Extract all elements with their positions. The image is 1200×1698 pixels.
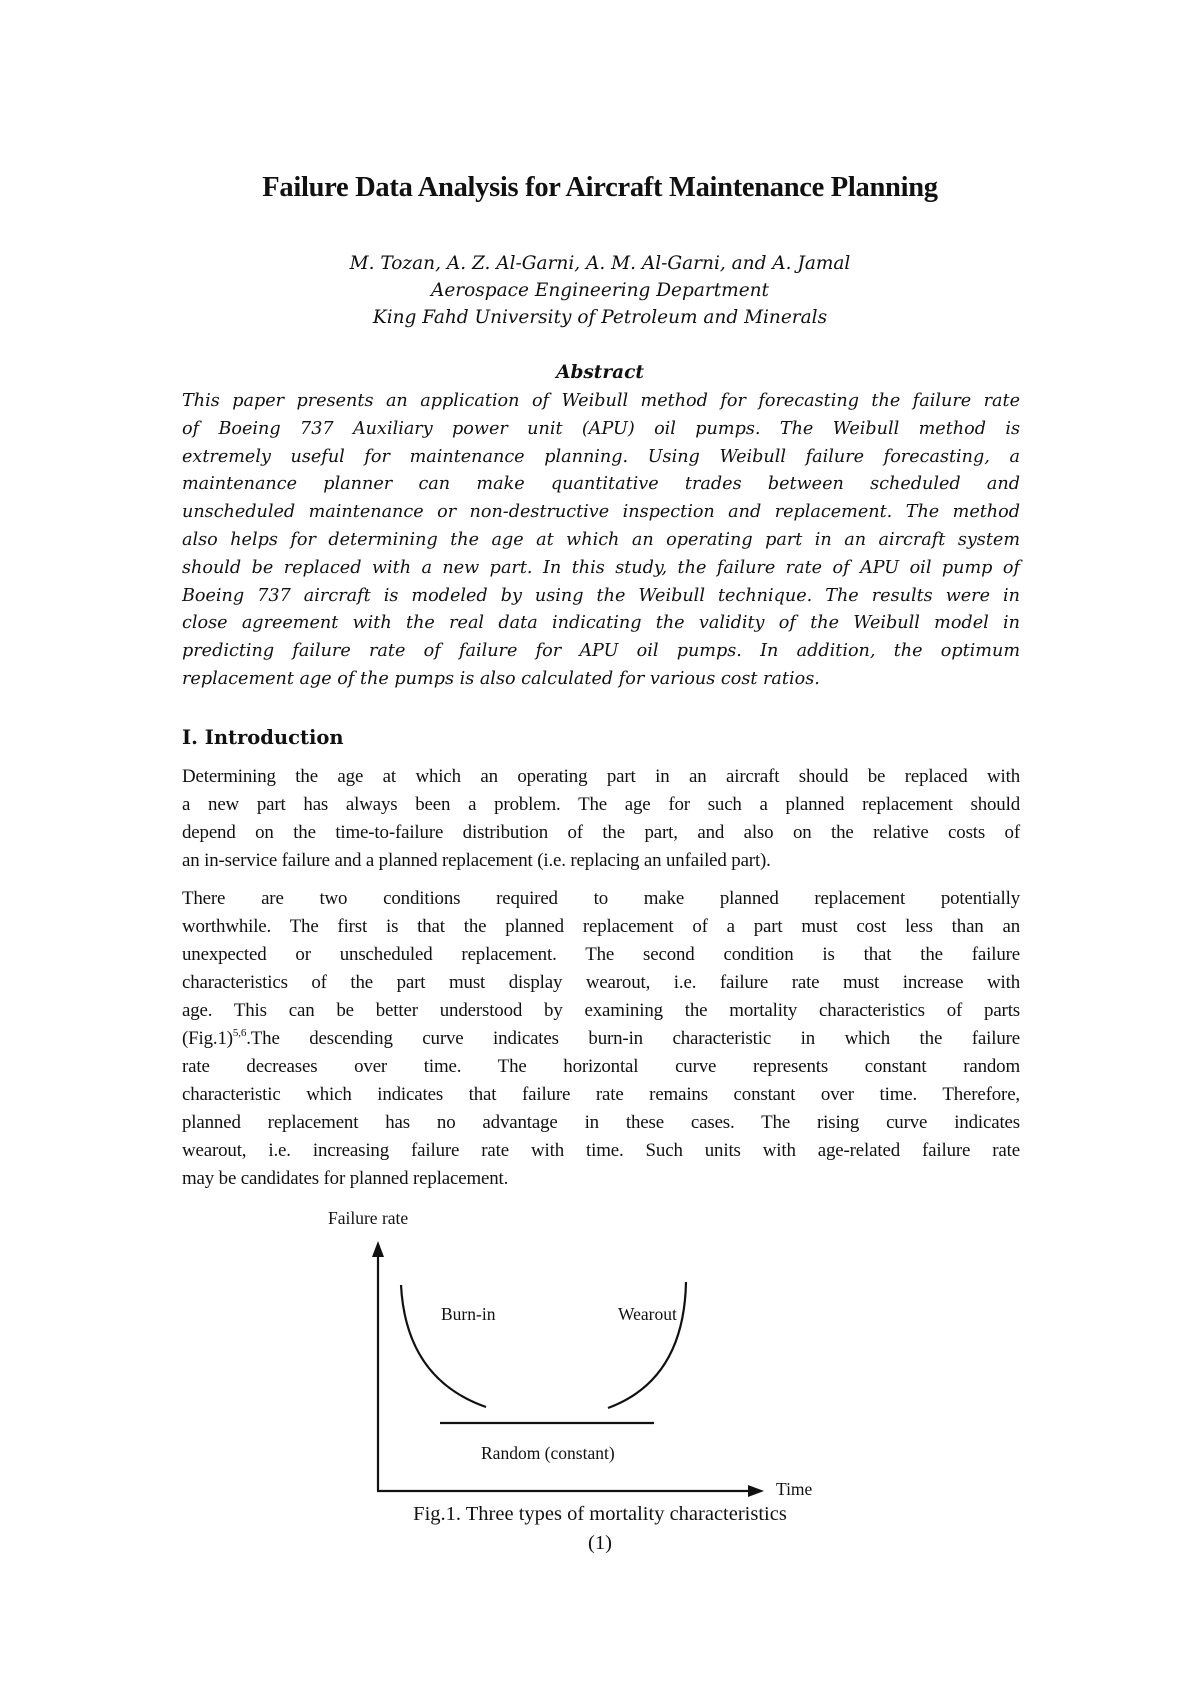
intro-paragraph-1 bbox=[182, 763, 1020, 875]
abstract-line: extremely useful for maintenance planning. Using Weibull failure forecasting, a bbox=[182, 446, 1020, 467]
paragraph-line: depend on the time-to-failure distribution of the part, and also on the relative costs of bbox=[182, 822, 1020, 843]
paragraph-line: Determining the age at which an operating part in an aircraft should be replaced with bbox=[182, 766, 1020, 787]
figure-reference: (Fig.1) bbox=[182, 1028, 233, 1049]
abstract-line: close agreement with the real data indicating the validity of the Weibull model in bbox=[182, 613, 1020, 634]
abstract-line: of Boeing 737 Auxiliary power unit (APU) oil pumps. The Weibull method is bbox=[182, 418, 1020, 439]
paragraph-line: age. This can be better understood by examining the mortality characteristics of parts bbox=[182, 1000, 1020, 1021]
abstract-line: should be replaced with a new part. In this study, the failure rate of APU oil pump of bbox=[182, 557, 1020, 578]
abstract-line: unscheduled maintenance or non-destructive inspection and replacement. The method bbox=[182, 502, 1020, 523]
paragraph-line-with-citation bbox=[182, 1025, 1020, 1053]
author-department: Aerospace Engineering Department bbox=[430, 280, 769, 301]
author-block bbox=[0, 250, 1200, 331]
mortality-figure bbox=[300, 1205, 820, 1535]
abstract-body bbox=[182, 388, 1020, 694]
figure-caption: Fig.1. Three types of mortality characteristics bbox=[413, 1503, 787, 1525]
paragraph-line: wearout, i.e. increasing failure rate with time. Such units with age-related failure rate bbox=[182, 1140, 1020, 1161]
section-heading-introduction: I. Introduction bbox=[182, 726, 344, 749]
abstract-line: also helps for determining the age at which an operating part in an aircraft system bbox=[182, 529, 1020, 550]
paragraph-line: characteristic which indicates that failure rate remains constant over time. Therefore, bbox=[182, 1084, 1020, 1105]
paragraph-text: .The descending curve indicates burn-in characteristic in which the failure bbox=[246, 1028, 1020, 1049]
abstract-line: maintenance planner can make quantitative trades between scheduled and bbox=[182, 474, 1020, 495]
wearout-label: Wearout bbox=[618, 1304, 677, 1324]
abstract-line: This paper presents an application of Weibull method for forecasting the failure rate bbox=[182, 391, 1020, 411]
paragraph-line: There are two conditions required to make planned replacement potentially bbox=[182, 888, 1020, 909]
wearout-curve bbox=[608, 1282, 686, 1408]
page-number: (1) bbox=[588, 1532, 612, 1554]
abstract-line: predicting failure rate of failure for APU oil pumps. In addition, the optimum bbox=[182, 641, 1020, 662]
paragraph-line: unexpected or unscheduled replacement. The second condition is that the failure bbox=[182, 944, 1020, 965]
citation-superscript: 5,6 bbox=[232, 1027, 247, 1039]
paragraph-line: an in-service failure and a planned replacement (i.e. replacing an unfailed part). bbox=[182, 850, 771, 871]
author-names: M. Tozan, A. Z. Al-Garni, A. M. Al-Garni, and A. Jamal bbox=[349, 253, 851, 274]
paper-title: Failure Data Analysis for Aircraft Maintenance Planning bbox=[262, 172, 938, 203]
random-constant-label: Random (constant) bbox=[481, 1443, 615, 1463]
paragraph-line: may be candidates for planned replacement. bbox=[182, 1168, 509, 1189]
abstract-heading: Abstract bbox=[556, 362, 644, 383]
x-axis-arrowhead bbox=[748, 1485, 764, 1497]
y-axis-arrowhead bbox=[372, 1241, 384, 1257]
author-university: King Fahd University of Petroleum and Minerals bbox=[372, 307, 828, 328]
abstract-line: replacement age of the pumps is also calculated for various cost ratios. bbox=[182, 668, 820, 689]
burn-in-label: Burn-in bbox=[441, 1304, 496, 1324]
paragraph-line: planned replacement has no advantage in these cases. The rising curve indicates bbox=[182, 1112, 1020, 1133]
paragraph-line: worthwhile. The first is that the planned replacement of a part must cost less than an bbox=[182, 916, 1020, 937]
intro-paragraph-2 bbox=[182, 885, 1020, 1193]
paragraph-line: a new part has always been a problem. The age for such a planned replacement should bbox=[182, 794, 1020, 815]
x-axis-label: Time bbox=[776, 1479, 813, 1499]
paragraph-line: rate decreases over time. The horizontal curve represents constant random bbox=[182, 1056, 1020, 1077]
abstract-line: Boeing 737 aircraft is modeled by using the Weibull technique. The results were in bbox=[182, 585, 1020, 606]
paragraph-line: characteristics of the part must display wearout, i.e. failure rate must increase with bbox=[182, 972, 1020, 993]
y-axis-label: Failure rate bbox=[328, 1208, 409, 1228]
